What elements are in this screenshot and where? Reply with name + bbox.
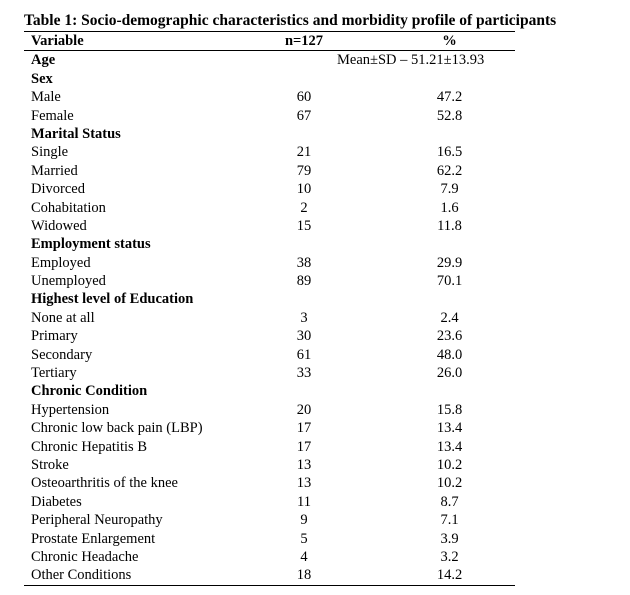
row-percent: 70.1 [436, 273, 463, 290]
table-row [24, 162, 515, 180]
table-row [24, 511, 515, 529]
table-row [24, 456, 515, 474]
row-count: 4 [300, 548, 308, 565]
row-label: Hypertension [31, 401, 110, 418]
row-count: 20 [296, 401, 312, 418]
row-percent: 16.5 [436, 144, 463, 161]
row-percent: 23.6 [436, 328, 463, 345]
row-label: Diabetes [31, 493, 82, 510]
row-percent: 48.0 [436, 346, 463, 363]
table-row [24, 438, 515, 456]
section-title: Chronic Condition [31, 383, 148, 400]
table-row [24, 548, 515, 566]
row-label: Divorced [31, 181, 85, 198]
row-label: Secondary [31, 346, 93, 363]
row-count: 2 [300, 199, 308, 216]
table-row [24, 309, 515, 327]
demographics-table [24, 31, 515, 586]
section-heading-row [24, 382, 515, 400]
header-n: n=127 [284, 33, 324, 49]
header-variable: Variable [31, 33, 84, 49]
table-row [24, 419, 515, 437]
row-count: 33 [296, 365, 312, 382]
section-heading-row [24, 70, 515, 88]
row-percent: 47.2 [436, 89, 463, 106]
section-heading-row [24, 235, 515, 253]
table-row [24, 566, 515, 584]
table-row [24, 364, 515, 382]
row-count: 17 [296, 420, 312, 437]
row-percent: 52.8 [436, 107, 463, 124]
row-percent: 14.2 [436, 567, 463, 584]
row-count: 10 [296, 181, 312, 198]
row-count: 5 [300, 530, 308, 547]
row-percent: 29.9 [436, 254, 463, 271]
row-percent: 13.4 [436, 420, 463, 437]
table-row [24, 199, 515, 217]
row-label: Single [31, 144, 69, 161]
row-count: 67 [296, 107, 312, 124]
row-label: Primary [31, 328, 78, 345]
table-header-row [24, 32, 515, 50]
table-row [24, 180, 515, 198]
row-label: Chronic low back pain (LBP) [31, 420, 203, 437]
row-count: 15 [296, 217, 312, 234]
row-count: 60 [296, 89, 312, 106]
row-label: Other Conditions [31, 567, 132, 584]
row-count: 17 [296, 438, 312, 455]
row-count: 21 [296, 144, 312, 161]
row-count: 18 [296, 567, 312, 584]
row-count: 61 [296, 346, 312, 363]
row-label: Female [31, 107, 74, 124]
table-row [24, 217, 515, 235]
table-row [24, 346, 515, 364]
row-label: Chronic Headache [31, 548, 139, 565]
row-label: Peripheral Neuropathy [31, 512, 163, 529]
table-body [24, 70, 515, 585]
row-percent: 15.8 [436, 401, 463, 418]
row-label: Unemployed [31, 273, 106, 290]
table-caption: Table 1: Socio-demographic characteristics and morbidity profile of participants [24, 12, 557, 29]
row-percent: 62.2 [436, 162, 463, 179]
row-percent: 3.9 [440, 530, 459, 547]
row-percent: 7.9 [440, 181, 459, 198]
age-mean-sd: Mean±SD – 51.21±13.93 [337, 52, 485, 69]
table-row [24, 327, 515, 345]
table-bottom-rule [24, 585, 515, 586]
row-count: 3 [300, 309, 308, 326]
section-title: Highest level of Education [31, 291, 194, 308]
row-percent: 1.6 [440, 199, 459, 216]
row-percent: 13.4 [436, 438, 463, 455]
header-percent: % [442, 33, 457, 49]
row-label: Chronic Hepatitis B [31, 438, 147, 455]
section-title: Employment status [31, 236, 151, 253]
row-percent: 8.7 [440, 493, 459, 510]
table-row [24, 107, 515, 125]
row-count: 9 [300, 512, 308, 529]
age-row [24, 51, 515, 69]
row-percent: 2.4 [440, 309, 459, 326]
table-row [24, 254, 515, 272]
row-label: None at all [31, 309, 95, 326]
row-count: 38 [296, 254, 312, 271]
section-title: Marital Status [31, 125, 121, 142]
table-row [24, 88, 515, 106]
row-count: 89 [296, 273, 312, 290]
row-count: 79 [296, 162, 312, 179]
row-count: 11 [297, 493, 311, 510]
section-title: Sex [31, 70, 53, 87]
row-label: Married [31, 162, 78, 179]
section-heading-row [24, 290, 515, 308]
row-label: Stroke [31, 456, 69, 473]
row-percent: 3.2 [440, 548, 459, 565]
row-percent: 7.1 [440, 512, 459, 529]
row-percent: 11.8 [437, 217, 462, 234]
row-label: Employed [31, 254, 91, 271]
row-count: 13 [296, 475, 312, 492]
table-row [24, 272, 515, 290]
table-row [24, 401, 515, 419]
row-percent: 26.0 [436, 365, 463, 382]
row-label: Widowed [31, 217, 87, 234]
table-row [24, 143, 515, 161]
row-label: Prostate Enlargement [31, 530, 156, 547]
row-label: Male [31, 89, 61, 106]
row-percent: 10.2 [436, 475, 463, 492]
table-row [24, 530, 515, 548]
table-row [24, 493, 515, 511]
row-label: Tertiary [31, 365, 77, 382]
row-count: 30 [296, 328, 312, 345]
row-label: Osteoarthritis of the knee [31, 475, 178, 492]
row-label: Cohabitation [31, 199, 106, 216]
row-count: 13 [296, 456, 312, 473]
table-row [24, 474, 515, 492]
row-percent: 10.2 [436, 456, 463, 473]
age-label: Age [31, 52, 56, 69]
section-heading-row [24, 125, 515, 143]
